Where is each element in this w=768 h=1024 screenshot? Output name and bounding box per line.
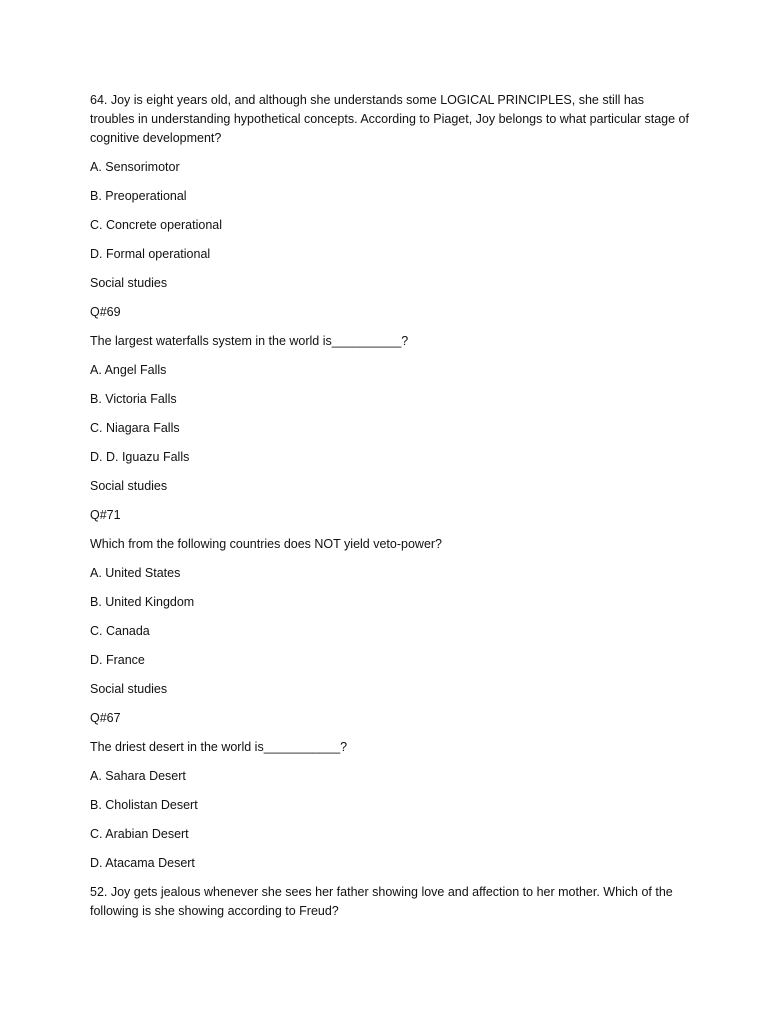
question-52-text: 52. Joy gets jealous whenever she sees her father showing love and affection to her mother. Which of the following is she showing according to Freud? — [90, 885, 677, 918]
question-number-67: Q#67 — [90, 711, 121, 725]
question-67-option-d: D. Atacama Desert — [90, 856, 195, 870]
question-71-option-a: A. United States — [90, 566, 181, 580]
question-64-option-b: B. Preoperational — [90, 189, 187, 203]
question-69-option-d: D. D. Iguazu Falls — [90, 450, 190, 464]
question-67-option-c: C. Arabian Desert — [90, 827, 189, 841]
question-71-text: Which from the following countries does NOT yield veto-power? — [90, 537, 443, 551]
question-71-option-d: D. France — [90, 653, 145, 667]
question-64-option-c: C. Concrete operational — [90, 218, 223, 232]
question-69-text: The largest waterfalls system in the world is__________? — [90, 334, 409, 348]
question-number-69: Q#69 — [90, 305, 121, 319]
question-67-option-a: A. Sahara Desert — [90, 769, 186, 783]
question-69-option-b: B. Victoria Falls — [90, 392, 177, 406]
question-71-option-b: B. United Kingdom — [90, 595, 195, 609]
category-label: Social studies — [90, 479, 168, 493]
question-71-option-c: C. Canada — [90, 624, 150, 638]
question-67-text: The driest desert in the world is___________? — [90, 740, 348, 754]
question-number-71: Q#71 — [90, 508, 121, 522]
category-label: Social studies — [90, 682, 168, 696]
question-67-option-b: B. Cholistan Desert — [90, 798, 198, 812]
category-label: Social studies — [90, 276, 168, 290]
question-64-option-a: A. Sensorimotor — [90, 160, 180, 174]
document-page — [90, 91, 700, 931]
question-69-option-c: C. Niagara Falls — [90, 421, 180, 435]
question-69-option-a: A. Angel Falls — [90, 363, 167, 377]
question-64-option-d: D. Formal operational — [90, 247, 211, 261]
question-64-text: 64. Joy is eight years old, and although she understands some LOGICAL PRINCIPLES, she still has troubles in understanding hypothetical concepts. According to Piaget, Joy belongs to what particular stage of cognitive development? — [90, 93, 693, 145]
